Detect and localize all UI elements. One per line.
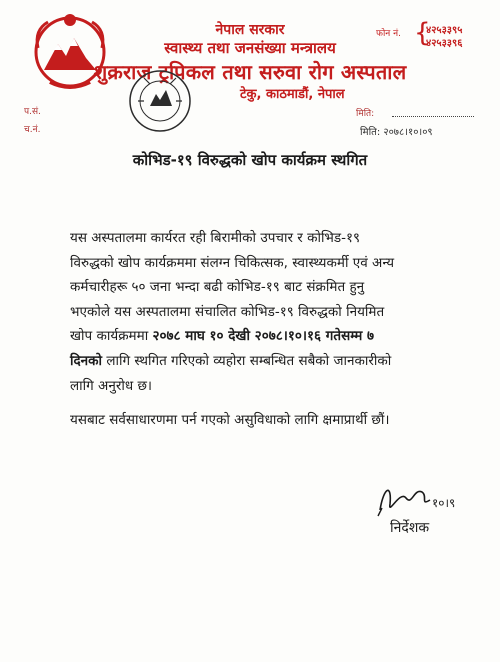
body-paragraph-1 bbox=[70, 226, 394, 398]
date-dotted-line bbox=[392, 106, 474, 117]
date-label: मिति: bbox=[356, 109, 375, 119]
government-name: नेपाल सरकार bbox=[215, 22, 285, 38]
suspension-days: दिनको bbox=[70, 352, 103, 369]
body-text: लागि स्थगित गरिएको व्यहोरा सम्बन्धित सबैको जानकारीको bbox=[102, 352, 392, 369]
phone-label: फोन नं. bbox=[376, 29, 401, 39]
brace-icon: { bbox=[414, 18, 431, 48]
reference-number-label: प.सं. bbox=[24, 107, 41, 117]
signatory-title: निर्देशक bbox=[390, 520, 430, 536]
signature-date: १०।९ bbox=[432, 496, 456, 510]
letter-subject: कोभिड-१९ विरुद्धको खोप कार्यक्रम स्थगित bbox=[132, 151, 368, 169]
dispatch-number-label: च.नं. bbox=[24, 125, 41, 135]
hospital-address: टेकु, काठमाडौं, नेपाल bbox=[240, 87, 345, 102]
body-line: भएकोले यस अस्पतालमा संचालित कोभिड-१९ विरुद्धको नियमित bbox=[70, 303, 385, 320]
body-line: कर्मचारीहरू ५० जना भन्दा बढी कोभिड-१९ बाट संक्रमित हुनु bbox=[70, 279, 365, 296]
letter-date: मिति: २०७८।१०।०९ bbox=[360, 127, 433, 138]
hospital-logo-icon bbox=[124, 68, 196, 134]
body-line: लागि अनुरोध छ। bbox=[70, 377, 153, 394]
body-line bbox=[70, 324, 394, 349]
ministry-name: स्वास्थ्य तथा जनसंख्या मन्त्रालय bbox=[164, 39, 336, 57]
body-line bbox=[70, 349, 394, 374]
body-text: खोप कार्यक्रममा bbox=[70, 328, 153, 345]
body-line: यस अस्पतालमा कार्यरत रही बिरामीको उपचार र कोभिड-१९ bbox=[70, 230, 361, 246]
body-line: विरुद्धको खोप कार्यक्रममा संलग्न चिकित्सक, स्वास्थ्यकर्मी एवं अन्य bbox=[70, 254, 395, 271]
phone-number-1: ४२५३३९५ bbox=[426, 25, 463, 36]
hospital-name: शुक्रराज ट्रपिकल तथा सरुवा रोग अस्पताल bbox=[93, 60, 407, 84]
body-line: यसबाट सर्वसाधारणमा पर्न गएको असुविधाको लागि क्षमाप्रार्थी छौं। bbox=[70, 412, 390, 428]
phone-number-2: ४२५३३९६ bbox=[426, 38, 463, 49]
suspension-period: २०७८ माघ १० देखी २०७८।१०।१६ गतेसम्म ७ bbox=[152, 328, 375, 345]
body-paragraph-2 bbox=[70, 408, 389, 433]
